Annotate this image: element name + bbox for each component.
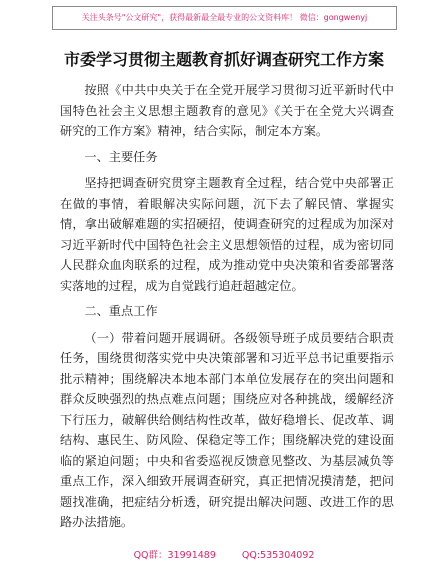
contact-footer <box>0 547 448 561</box>
section-heading-key-work: 二、重点工作 <box>84 304 158 318</box>
key-work-paragraph: （一）带着问题开展调研。各级领导班子成员要结合职责任务，围绕贯彻落实党中央决策部署和习近平总书记重要指示批示精神；围绕解决本地本部门本单位发展存在的突出问题和群众反映强烈的热点难点问题；围绕应对各种挑战，缓解经济下行压力，破解供给侧结构性改革，做好稳增长、促改革、调结构、惠民生、防风险、保稳定等工作；围绕解决党的建设面临的紧迫问题；中央和省委巡视反馈意见整改、为基层减负等重点工作，深入细致开展调查研究，真正把情况摸清楚，把问题找准确，把症结分析透，研究提出解决问题、改进工作的思路办法措施。 <box>60 330 394 529</box>
document-body <box>60 80 394 533</box>
promo-banner: 关注头条号"公文研究"，获得最新最全最专业的公文资料库！ 微信：gongwenyj <box>52 6 397 30</box>
qq-group-text: QQ群：31991489 <box>133 550 216 561</box>
document-title: 市委学习贯彻主题教育抓好调查研究工作方案 <box>63 50 384 69</box>
tasks-paragraph: 坚持把调查研究贯穿主题教育全过程，结合党中央部署正在做的事情，着眼解决实际问题，沉下去了解民情、掌握实情，拿出破解难题的实招硬招，使调查研究的过程成为加深对习近平新时代中国特色社会主义思想领悟的过程，成为密切同人民群众血肉联系的过程，成为推动党中央决策和省委部署落实落地的过程，成为自觉践行追赶超越定位。 <box>60 176 394 293</box>
section-heading-tasks: 一、主要任务 <box>84 149 158 164</box>
qq-contact-text: QQ:535304092 <box>241 550 315 561</box>
intro-paragraph: 按照《中共中央关于在全党开展学习贯彻习近平新时代中国特色社会主义思想主题教育的意见》《关于在全党大兴调查研究的工作方案》精神，结合实际，制定本方案。 <box>60 83 394 138</box>
